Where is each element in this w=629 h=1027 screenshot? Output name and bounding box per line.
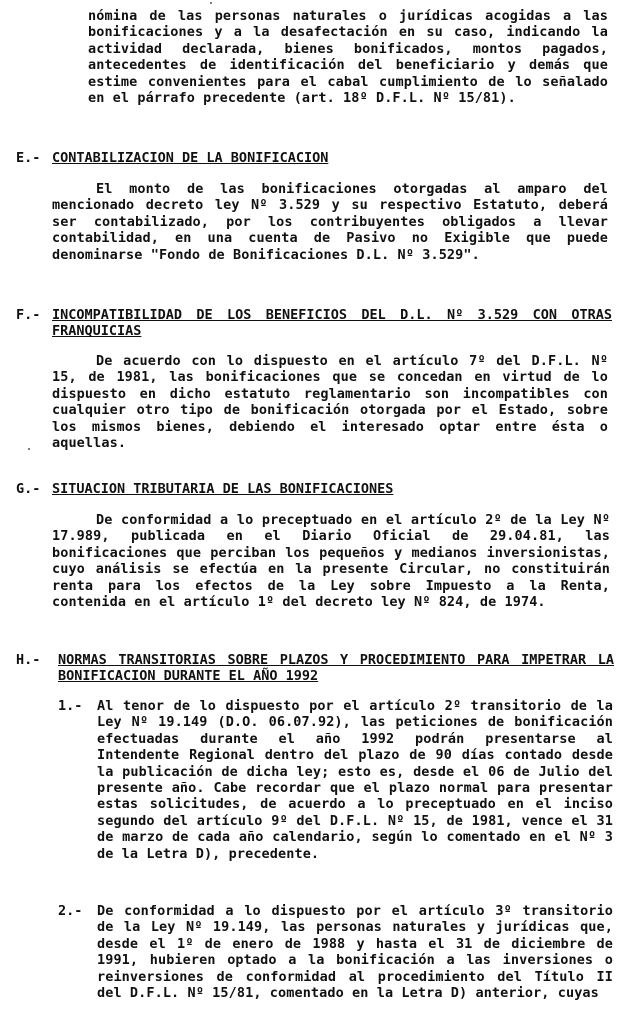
section-h-item-1-number: 1.-	[58, 698, 83, 714]
section-f-body	[52, 353, 608, 451]
continuation-paragraph: nómina de las personas naturales o jurídicas acogidas a las bonificaciones y a la desafectación en su caso, indicando la actividad declarada, bienes bonificados, montos pagados, antecedentes de identificación del beneficiario y demás que estime convenientes para el cabal cumplimiento de lo señalado en el párrafo precedente (art. 18º D.F.L. Nº 15/81).	[88, 8, 608, 107]
section-f-body-text: De acuerdo con lo dispuesto en el artículo 7º del D.F.L. Nº 15, de 1981, las bonificaciones que se concedan en virtud de lo dispuesto en dicho estatuto reglamentario son incompatibles con cualquier otro tipo de bonificación otorgada por el Estado, sobre los mismos bienes, debiendo el interesado optar entre ésta o aquellas.	[52, 353, 608, 452]
section-h-title: NORMAS TRANSITORIAS SOBRE PLAZOS Y PROCEDIMIENTO PARA IMPETRAR LA BONIFICACION DURANTE EL AÑO 1992	[58, 652, 614, 685]
section-g-title: SITUACION TRIBUTARIA DE LAS BONIFICACIONES	[52, 481, 394, 497]
section-e-body-text: El monto de las bonificaciones otorgadas al amparo del mencionado decreto ley Nº 3.529 y su respectivo Estatuto, deberá ser contabilizado, por los contribuyentes obligados a llevar contabilidad, en una cuenta de Pasivo no Exigible que puede denominarse "Fondo de Bonificaciones D.L. Nº 3.529".	[52, 181, 608, 263]
section-h-item-2-text: De conformidad a lo dispuesto por el artículo 3º transitorio de la Ley Nº 19.149, las personas naturales y jurídicas que, desde el 1º de enero de 1988 y hasta el 31 de diciembre de 1991, hubieren optado a la bonificación a las inversiones o reinversiones de conformidad al procedimiento del Título II del D.F.L. Nº 15/81, comentado en la Letra D) anterior, cuyas	[97, 903, 613, 1002]
section-h-item-2-number: 2.-	[58, 903, 83, 919]
section-f-title: INCOMPATIBILIDAD DE LOS BENEFICIOS DEL D.L. Nº 3.529 CON OTRAS FRANQUICIAS	[52, 307, 612, 340]
section-h-item-1-text: Al tenor de lo dispuesto por el artículo 2º transitorio de la Ley Nº 19.149 (D.O. 06.07.92), las peticiones de bonificación efectuadas durante el año 1992 podrán presentarse al Intendente Regional dentro del plazo de 90 días contado desde la publicación de dicha ley; esto es, desde el 06 de Julio del presente año. Cabe recordar que el plazo normal para presentar estas solicitudes, de acuerdo a lo preceptuado en el inciso segundo del artículo 9º del D.F.L. Nº 15, de 1981, vence el 31 de marzo de cada año calendario, según lo comentado en el Nº 3 de la Letra D), precedente.	[97, 698, 613, 862]
scan-speck	[28, 448, 30, 450]
section-e-body	[52, 181, 608, 263]
scan-speck	[210, 2, 212, 4]
section-g-letter: G.-	[16, 481, 41, 497]
section-f-letter: F.-	[16, 307, 41, 323]
section-e-title: CONTABILIZACION DE LA BONIFICACION	[52, 150, 329, 166]
section-e-letter: E.-	[16, 150, 41, 166]
section-h-letter: H.-	[16, 652, 41, 668]
section-g-body-text: De conformidad a lo preceptuado en el artículo 2º de la Ley Nº 17.989, publicada en el Diario Oficial de 29.04.81, las bonificaciones que perciban los pequeños y medianos inversionistas, cuyo análisis se efectúa en la presente Circular, no constituirán renta para los efectos de la Ley sobre Impuesto a la Renta, contenida en el artículo 1º del decreto ley Nº 824, de 1974.	[52, 512, 610, 611]
section-g-body	[52, 512, 610, 610]
